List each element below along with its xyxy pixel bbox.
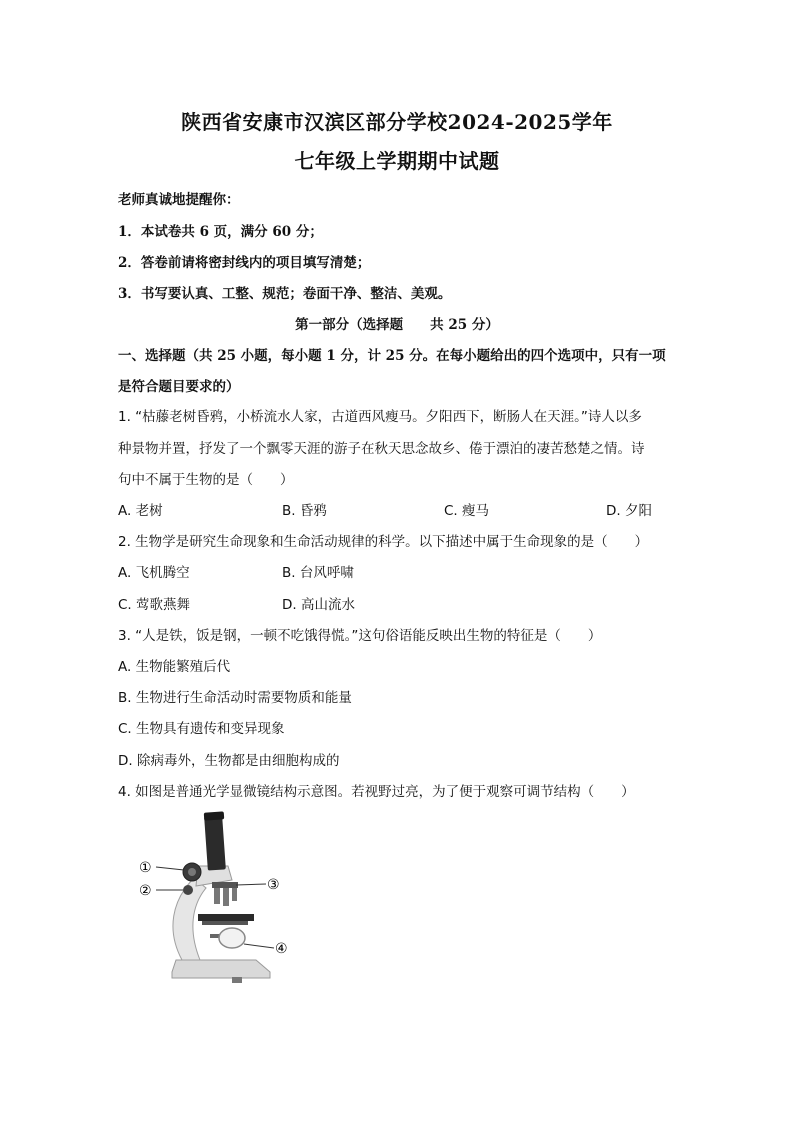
question-1-option-a[interactable]: A. 老树 — [118, 503, 163, 519]
question-3-option-d[interactable]: D. 除病毒外，生物都是由细胞构成的 — [118, 753, 340, 769]
question-3-option-a[interactable]: A. 生物能繁殖后代 — [118, 659, 231, 675]
notice-heading: 老师真诚地提醒你： — [118, 192, 240, 208]
figure-label-1: ① — [139, 860, 152, 876]
figure-label-2: ② — [139, 883, 152, 899]
question-1-option-d[interactable]: D. 夕阳 — [606, 503, 652, 519]
exam-title-line2: 七年级上学期期中试题 — [294, 149, 500, 173]
exam-title-line1: 陕西省安康市汉滨区部分学校2024-2025学年 — [181, 110, 613, 134]
notice-item-3: 3．书写要认真、工整、规范；卷面干净、整洁、美观。 — [118, 286, 452, 302]
question-3-option-b[interactable]: B. 生物进行生命活动时需要物质和能量 — [118, 690, 352, 706]
section-instruction-line2: 是符合题目要求的） — [118, 379, 240, 395]
question-2-option-c[interactable]: C. 莺歌燕舞 — [118, 597, 191, 613]
question-2-option-d[interactable]: D. 高山流水 — [282, 597, 355, 613]
question-1-line1: 1. “枯藤老树昏鸦，小桥流水人家，古道西风瘦马。夕阳西下，断肠人在天涯。”诗人以多 — [118, 409, 642, 425]
section-instruction-line1: 一、选择题（共 25 小题，每小题 1 分，计 25 分。在每小题给出的四个选项中，只有一项 — [118, 348, 666, 364]
microscope-diagram — [136, 810, 306, 992]
question-3-line1: 3. “人是铁，饭是钢，一顿不吃饿得慌。”这句俗语能反映出生物的特征是（ ） — [118, 628, 602, 644]
part-one-heading: 第一部分（选择题 共 25 分） — [295, 317, 499, 333]
question-1-line2: 种景物并置，抒发了一个飘零天涯的游子在秋天思念故乡、倦于漂泊的凄苦愁楚之情。诗 — [118, 441, 645, 457]
question-1-line3: 句中不属于生物的是（ ） — [118, 472, 294, 488]
question-2-line1: 2. 生物学是研究生命现象和生命活动规律的科学。以下描述中属于生命现象的是（ ） — [118, 534, 649, 550]
question-2-option-a[interactable]: A. 飞机腾空 — [118, 565, 190, 581]
question-1-option-b[interactable]: B. 昏鸦 — [282, 503, 327, 519]
question-2-option-b[interactable]: B. 台风呼啸 — [282, 565, 354, 581]
notice-item-1: 1．本试卷共 6 页，满分 60 分； — [118, 224, 323, 240]
question-4-line1: 4. 如图是普通光学显微镜结构示意图。若视野过亮，为了便于观察可调节结构（ ） — [118, 784, 635, 800]
figure-label-4: ④ — [275, 941, 288, 957]
figure-label-3: ③ — [267, 877, 280, 893]
question-3-option-c[interactable]: C. 生物具有遗传和变异现象 — [118, 721, 285, 737]
question-1-option-c[interactable]: C. 瘦马 — [444, 503, 490, 519]
notice-item-2: 2．答卷前请将密封线内的项目填写清楚； — [118, 255, 371, 271]
